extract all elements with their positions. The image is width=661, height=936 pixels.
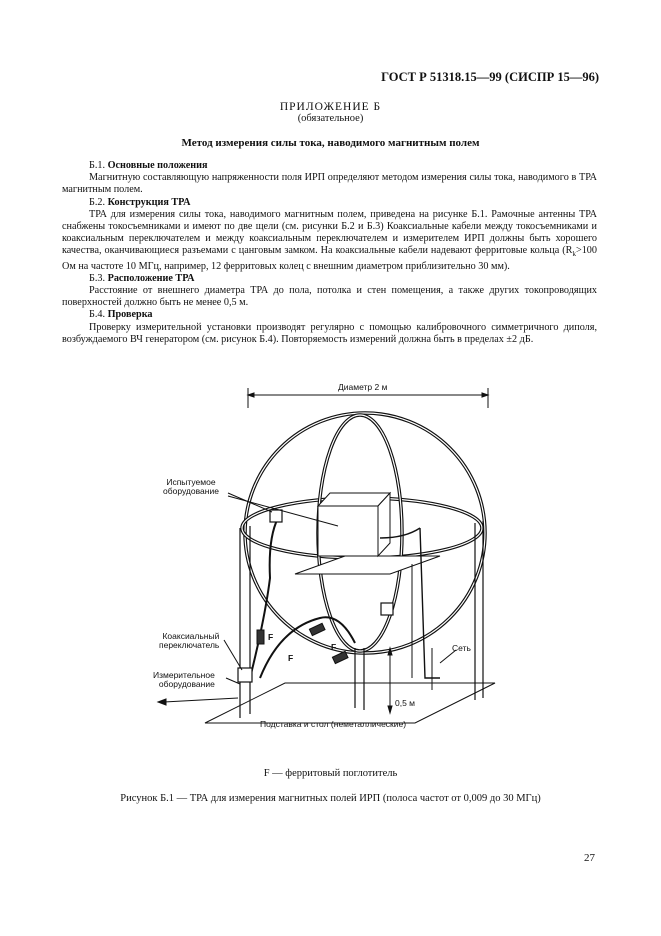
label-ferrite-1: F [268,632,274,642]
method-title: Метод измерения силы тока, наводимого магнитным полем [181,137,480,149]
appendix-status: (обязательное) [297,113,364,124]
page-number: 27 [584,852,595,864]
section-heading-b3: Б.3. Расположение ТРА [89,272,195,284]
section-text-b2: ТРА для измерения силы тока, наводимого магнитным полем, приведена на рисунке Б.1. Рамочные антенны ТРА снабжены токосъемниками и имеют по две щели (см. рисунки Б.2 и Б.3) Коаксиальные кабели между токосъемниками и коаксиальным переключателем и между коаксиальным переключателем и измерителем ИРП должны быть хорошего качества, оканчивающиеся разъемами с цанговым замком. На коаксиальные кабели надевают ферритовые кольца ($R_k>100$ Ом на частоте 10 МГц, например, 12 ферритовых колец с внешним диаметром приблизительно 30 мм). [62,208,597,272]
coax-switch [238,668,252,682]
output-cable [164,698,238,702]
body-text [62,160,597,346]
section-heading-b1: Б.1. Основные положения [89,160,208,171]
document-header: ГОСТ Р 51318.15—99 (СИСПР 15—96) [381,70,599,84]
floor-plate [205,683,495,723]
section-text-b3: Расстояние от внешнего диаметра ТРА до пола, потолка и стен помещения, а также других токопроводящих поверхностей должно быть не менее 0,5 м. [62,285,597,309]
label-stand: Подставка и стол (неметаллические) [260,719,407,729]
label-ferrite-2: F [288,653,294,663]
figure-caption: Рисунок Б.1 — ТРА для измерения магнитных полей ИРП (полоса частот от 0,009 до 30 МГц) [120,793,541,804]
tra-figure [150,378,520,748]
coax-switch-leader [224,640,242,670]
label-measuring-equipment: Измерительное оборудование [153,670,215,689]
section-text-b1: Магнитную составляющую напряженности поля ИРП определяют методом измерения силы тока, наводимого в ТРА магнитным полем. [62,172,597,196]
section-heading-b4: Б.4. Проверка [89,309,153,321]
ferrite-3 [332,651,348,663]
figure-legend: F — ферритовый поглотитель [263,768,398,779]
table-top [295,556,440,574]
label-diameter: Диаметр 2 м [338,382,388,392]
output-arrow [158,699,166,705]
label-coax-switch: Коаксиальный переключатель [159,631,220,650]
coax-cable-1 [260,617,355,678]
current-probe-bottom [381,603,393,615]
dimension-arrow-right [482,393,488,397]
label-ferrite-3: F [331,642,337,652]
ferrite-1 [257,630,264,644]
eut-front [318,506,378,556]
label-height: 0,5 м [395,698,416,708]
section-heading-b2: Б.2. Конструкция ТРА [89,196,191,208]
label-mains: Сеть [452,643,471,653]
section-text-b4: Проверку измерительной установки производят регулярно с помощью калибровочного симметричного диполя, возбуждаемого ВЧ генератором (см. рисунок Б.4). Повторяемость измерений должна быть в пределах ±2 дБ. [62,321,597,345]
label-eut: Испытуемое оборудование [163,477,219,496]
appendix-title: ПРИЛОЖЕНИЕ Б [279,101,382,113]
dimension-arrow-left [248,393,254,397]
ferrite-2 [309,623,325,635]
